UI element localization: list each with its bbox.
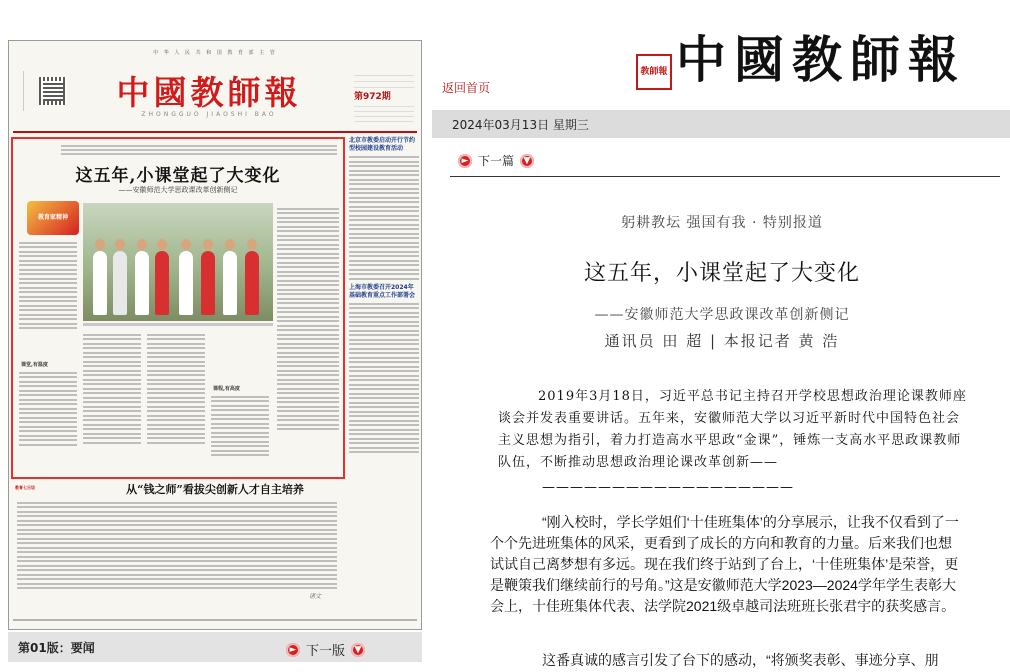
side-headline: 北京市教委启动开行节约型校园建设教育活动: [349, 137, 416, 152]
separator-dashes: ——————————————————: [542, 480, 794, 495]
selected-article-highlight[interactable]: [11, 137, 345, 479]
next-page-button[interactable]: [286, 640, 365, 659]
arrow-right-icon: ►: [458, 154, 472, 168]
text-column: [17, 499, 337, 592]
text-column: [19, 239, 77, 332]
page-label: 第01版：要闻: [18, 640, 95, 655]
text-column: [349, 303, 419, 454]
date-bar: [432, 110, 1010, 138]
arrow-down-icon: ▼: [520, 154, 534, 168]
photo-caption: [83, 323, 273, 326]
article-paragraph: 这番真诚的感言引发了台下的感动，“将颁奖表彰、事迹分享、朋: [542, 652, 939, 668]
text-column: [211, 393, 269, 459]
signature: 诸文: [309, 593, 322, 600]
paper-meta-lower: [354, 103, 414, 123]
article-kicker: 躬耕教坛 强国有我 · 特别报道: [621, 215, 823, 231]
article-paragraph: “刚入校时，学长学姐们‘十佳班集体’的分享展示，让我不仅看到了一个个先进班集体的风采，更看到了成长的方向和教育的力量。后来我们也想试试自己离梦想有多远。现在我们终于站到了台上，‘十佳班集体’是荣誉，更是鞭策我们继续前行的号角。”这是安徽师范大学2023—2024学年学生表彰大会上，十佳班集体代表、法学院2021级卓越司法班班长张君宇的获奖感言。: [490, 514, 959, 614]
lead-text-block: [61, 143, 337, 159]
text-column: [83, 331, 141, 446]
paper-footer-rule: [13, 619, 417, 621]
seal-logo: 教師報: [636, 54, 672, 90]
paper-slogan: 中 华 人 民 共 和 国 教 育 部 主 管: [153, 50, 277, 56]
next-article-button[interactable]: [458, 152, 534, 169]
article-photo: [83, 203, 273, 321]
issue-date: 2024年03月13日 星期三: [452, 118, 589, 132]
paper-meta: [354, 71, 414, 89]
arrow-down-icon: ▼: [351, 643, 365, 657]
masthead-logo: 中國教師報: [676, 30, 966, 89]
page-bar: [8, 632, 422, 662]
badge-graphic: 教育家精神: [27, 201, 79, 235]
paper-masthead: 中國教師報: [116, 73, 302, 112]
text-column: [349, 156, 419, 280]
paper-col-subhead: 课程,有高度: [213, 386, 240, 392]
next-article-label: 下一篇: [478, 154, 515, 168]
arrow-right-icon: ►: [286, 643, 300, 657]
side-headline: 上海市教委召开2024年基础教育重点工作部署会: [349, 283, 416, 299]
paper-side-column: [349, 137, 419, 630]
article-title: 这五年，小课堂起了大变化: [583, 261, 860, 286]
paper-issue-number: 第972期: [354, 92, 391, 102]
paper-article-headline: 这五年,小课堂起了大变化: [75, 166, 281, 186]
text-column: [277, 205, 339, 433]
paper-side-info: [23, 71, 35, 111]
newspaper-page-image[interactable]: [8, 40, 422, 630]
article-intro: 2019年3月18日，习近平总书记主持召开学校思想政治理论课教师座谈会并发表重要讲话。五年来，安徽师范大学以习近平新时代中国特色社会主义思想为指引，着力打造高水平思政“金课”，锤炼一支高水平思政课教师队伍，不断推动思想政治理论课改革创新——: [498, 389, 967, 470]
home-link[interactable]: 返回首页: [442, 81, 491, 95]
divider: [450, 176, 1000, 177]
paper-header: [9, 41, 421, 129]
paper-pinyin: ZHONGGUO JIAOSHI BAO: [141, 111, 277, 118]
paper-article-subhead: ——安徽师范大学思政课改革创新侧记: [118, 186, 238, 194]
text-column: [19, 369, 77, 448]
text-column: [147, 331, 205, 446]
paper-header-rule: [13, 131, 417, 133]
lower-section-tag: 教育七日谈: [15, 485, 35, 490]
qr-code-icon: [39, 77, 67, 105]
paper-lower-headline[interactable]: 从“钱之师”看拔尖创新人才自主培养: [126, 483, 304, 496]
article-subtitle: ——安徽师范大学思政课改革创新侧记: [594, 307, 850, 323]
article-panel: [444, 148, 1010, 672]
article-byline: 通讯员 田 超 | 本报记者 黄 浩: [604, 332, 840, 350]
next-page-label: 下一版: [306, 644, 346, 659]
paper-col-subhead: 课堂,有温度: [21, 362, 48, 368]
